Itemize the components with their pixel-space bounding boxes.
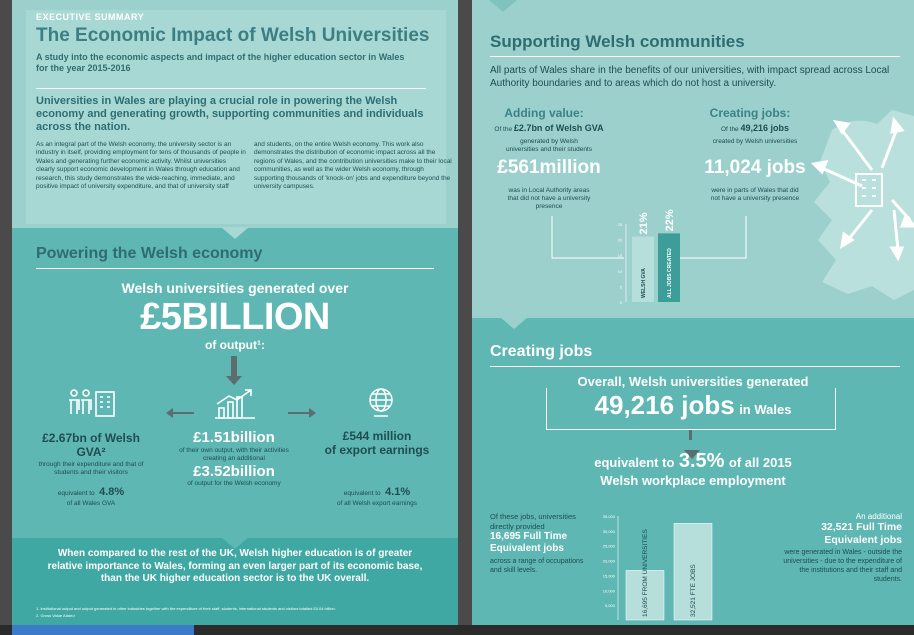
overall-in: in Wales (739, 402, 792, 417)
gva-eq-label: equivalent to (57, 490, 95, 497)
y-tick-label: 35,000 (602, 514, 615, 519)
category-label: 32,521 FTE JOBS (690, 564, 697, 617)
category-label: ALL JOBS CREATED (667, 248, 673, 298)
export-equivalent (322, 482, 432, 508)
intro-text: All parts of Wales share in the benefits of our universities, with impact spread across Local Authority boundaries and to areas which do not host a university. (490, 65, 890, 89)
footnote-2: 2. Gross Value Added (36, 613, 75, 618)
subtitle: A study into the economic aspects and impact of the higher education sector in Wales for the year 2015-2016 (36, 52, 405, 73)
y-tick-label: 10,000 (602, 588, 615, 594)
adding-value-heading: Adding value: (504, 106, 584, 120)
adding-gva: £2.7bn of Welsh GVA (513, 123, 604, 133)
jobs-bracket (546, 388, 836, 430)
generated-line: Welsh universities generated over (121, 280, 349, 296)
section-notch (500, 317, 528, 329)
direct-jobs-note (490, 512, 586, 575)
y-tick-label: 0 (619, 300, 622, 305)
workplace-line: Welsh workplace employment (600, 473, 786, 488)
scroll-indicator[interactable] (12, 625, 194, 635)
right-page (472, 0, 914, 625)
equivalent-tail: of all 2015 (728, 455, 792, 470)
y-tick-label: 25,000 (602, 543, 615, 549)
adding-big-value: £561million (497, 157, 601, 178)
equivalent-label: equivalent to (594, 455, 675, 470)
down-arrow-icon (231, 356, 237, 378)
creating-jobs-section (472, 318, 914, 625)
divider (36, 268, 434, 269)
section-heading: Powering the Welsh economy (36, 245, 263, 262)
down-arrow-icon (689, 430, 692, 440)
overall-line: Overall, Welsh universities generated (577, 374, 809, 389)
export-percent: 4.1% (385, 486, 411, 498)
communities-section (472, 0, 914, 310)
adding-tail: was in Local Authority areas that did not have a university presence (507, 187, 591, 210)
gva-text: through their expenditure and that of students and their visitors (38, 461, 144, 476)
divider (36, 88, 426, 89)
body-column-1: As an integral part of the Welsh economy, the university sector is an industry in itself, providing employment for tens of thousands of people in Wales and generating further economic activity. Whilst universities clearly support economic development in Wales through education and research, this study demonstrates the wide-reaching, immediate, and positive impact of university expenditure, and that of university staff (36, 141, 246, 191)
gva-percent: 4.8% (99, 486, 125, 498)
output-label: of output¹: (205, 338, 265, 352)
equivalent-percent: 3.5% (678, 450, 725, 472)
section-notch (221, 227, 249, 239)
own-output-text: of their own output, with their activities creating an additional (179, 447, 289, 462)
powering-section (12, 228, 458, 538)
comparison-text: When compared to the rest of the UK, Welsh higher education is of greater relative importance to Wales, forming an even larger part of its economic base, than the UK higher education sector is to the UK overall. (47, 548, 423, 584)
creating-big-value: 11,024 jobs (704, 157, 806, 178)
equivalent-line (472, 450, 914, 473)
indirect-note-b: 32,521 Full Time Equivalent jobs (821, 521, 902, 546)
page-title: The Economic Impact of Welsh Universities (36, 25, 430, 46)
generated-amount: £5BILLION (140, 296, 330, 338)
fte-bar-chart (588, 502, 738, 624)
creating-by: created by Welsh universities (712, 138, 798, 145)
gva-equivalent (46, 482, 136, 508)
overall-jobs: 49,216 jobs (594, 390, 735, 420)
lead-paragraph: Universities in Wales are playing a crucial role in powering the Welsh economy and generating growth, supporting communities and individuals across the nation. (36, 95, 424, 133)
direct-note-b: 16,695 Full Time Equivalent jobs (490, 531, 568, 554)
additional-output-value: £3.52billion (193, 463, 275, 480)
category-label: WELSH GVA (641, 268, 647, 298)
own-output-value: £1.51billion (193, 429, 275, 446)
comparison-panel (12, 538, 458, 602)
creating-jobs-heading: Creating jobs: (709, 106, 791, 120)
body-column-2: and students, on the entire Welsh economy. This work also demonstrates the distribution of economic impact across all the regions of Wales, and the contribution universities make to their local communities, as well as the wider Welsh economy, through supporting thousands of 'knock-on' jobs and expenditure beyond the university campuses. (254, 141, 452, 191)
gva-value: £2.67bn of Welsh GVA² (42, 431, 140, 459)
indirect-note-a: An additional (855, 512, 902, 521)
category-label: 16,695 FROM UNIVERSITIES (642, 529, 649, 617)
divider (490, 366, 900, 367)
y-tick-label: 5,000 (604, 603, 615, 609)
exec-label: EXECUTIVE SUMMARY (36, 12, 145, 22)
value-label: 21% (638, 212, 650, 235)
creating-tail: were in parts of Wales that did not have a university presence (710, 187, 800, 202)
gva-stat (26, 431, 156, 477)
own-output-stat (178, 429, 290, 488)
additional-output-text: of output for the Welsh economy (187, 480, 281, 487)
y-tick-label: 20,000 (602, 558, 615, 564)
export-eq-label: equivalent to (343, 490, 381, 497)
direct-note-c: across a range of occupations and skill levels. (490, 558, 584, 574)
right-arrow-icon (288, 412, 310, 414)
section-heading: Creating jobs (490, 343, 593, 360)
growth-chart-icon (211, 388, 259, 420)
export-of: of all Welsh export earnings (336, 500, 418, 507)
creating-jobs-total: 49,216 jobs (740, 123, 790, 133)
percent-bar-chart (604, 190, 696, 310)
value-label: 22% (664, 209, 676, 232)
people-building-icon (66, 388, 118, 418)
adding-of: Of the (494, 126, 513, 133)
footnotes (12, 602, 458, 625)
y-tick-label: 25 (617, 222, 622, 227)
adding-generated: generated by Welsh universities and their students (506, 138, 592, 153)
indirect-note-c: were generated in Wales - outside the universities - due to the expenditure of the institutions and their staff and students. (783, 549, 902, 583)
section-heading: Supporting Welsh communities (490, 32, 745, 51)
left-page (12, 0, 458, 625)
globe-icon (364, 386, 398, 418)
export-value: £544 million (342, 429, 412, 443)
left-arrow-icon (172, 412, 194, 414)
export-label: of export earnings (324, 443, 430, 457)
creating-of: Of the (720, 126, 739, 133)
y-tick-label: 15 (617, 253, 622, 259)
export-stat (317, 429, 437, 457)
viewer-status-bar (0, 625, 914, 635)
y-tick-label: 5 (619, 284, 622, 290)
y-tick-label: 30,000 (602, 528, 615, 534)
indirect-jobs-note (782, 512, 902, 584)
wales-map-icon (802, 90, 914, 310)
y-tick-label: 20 (617, 237, 622, 243)
direct-note-a: Of these jobs, universities directly provided (490, 512, 576, 531)
gva-of: of all Wales GVA (66, 500, 116, 507)
footnote-1: 1. Institutional output and output generated in other industries together with the expenditure of their staff, students, international students and visitors totalled £5.04 billion. (36, 606, 336, 611)
y-tick-label: 10 (617, 268, 622, 274)
y-tick-label: 15,000 (602, 573, 615, 579)
